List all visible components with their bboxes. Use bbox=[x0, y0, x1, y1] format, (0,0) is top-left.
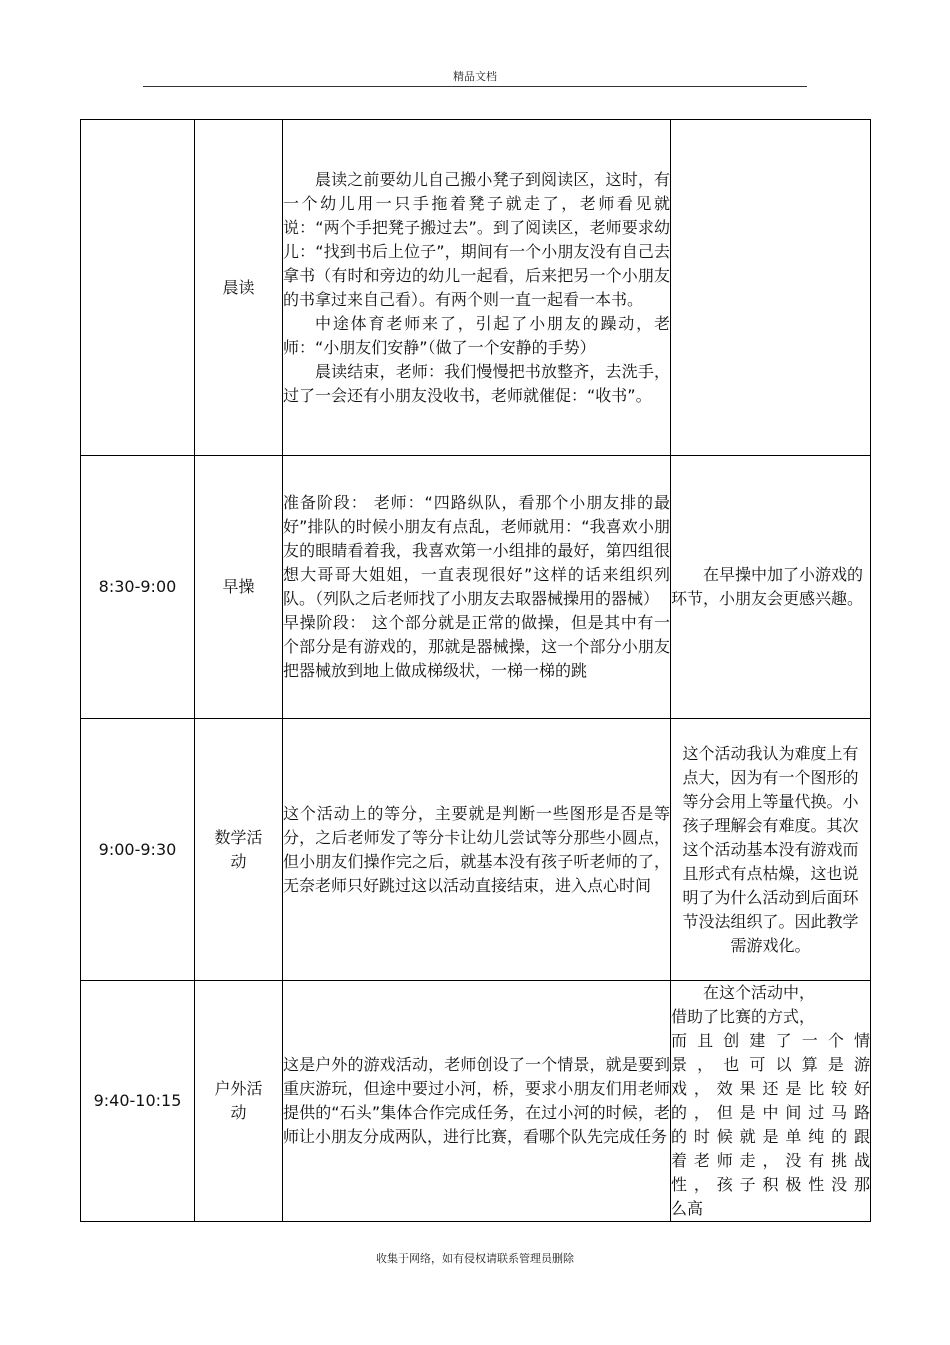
description-cell bbox=[283, 719, 671, 981]
note-line: 的时候就是单纯的跟 bbox=[671, 1127, 870, 1146]
table-row bbox=[81, 120, 871, 456]
time-cell: 8:30-9:00 bbox=[81, 456, 195, 719]
note-line: 着老师走，没有挑战 bbox=[671, 1151, 870, 1170]
activity-cell bbox=[195, 120, 283, 456]
note-cell bbox=[671, 719, 871, 981]
page-header: 精品文档 bbox=[453, 70, 497, 83]
note-line: 而且创建了一个情 bbox=[671, 1031, 870, 1050]
description-cell bbox=[283, 981, 671, 1222]
time-cell: 9:40-10:15 bbox=[81, 981, 195, 1222]
note-line: 戏，效果还是比较好 bbox=[671, 1079, 870, 1098]
description-paragraph: 这是户外的游戏活动，老师创设了一个情景，就是要到重庆游玩，但途中要过小河，桥，要求小朋友们用老师提供的“石头”集体合作完成任务，在过小河的时候，老师让小朋友分成两队，进行比赛，看哪个队先完成任务 bbox=[283, 1055, 670, 1146]
description-paragraph: 晨读之前要幼儿自己搬小凳子到阅读区，这时，有一个幼儿用一只手拖着凳子就走了，老师看见就说：“两个手把凳子搬过去”。到了阅读区，老师要求幼儿：“找到书后上位子”，期间有一个小朋友没有自己去拿书（有时和旁边的幼儿一起看，后来把另一个小朋友的书拿过来自己看）。有两个则一直一起看一本书。 bbox=[283, 169, 670, 309]
activity-label: 户外活动 bbox=[214, 1079, 263, 1122]
observation-table bbox=[80, 119, 871, 1222]
header-rule bbox=[143, 86, 807, 87]
note-line: 在这个活动中， bbox=[703, 983, 816, 1002]
note-line: 借助了比赛的方式， bbox=[671, 1007, 816, 1026]
table-row bbox=[81, 456, 871, 719]
activity-cell bbox=[195, 456, 283, 719]
page-footer: 收集于网络，如有侵权请联系管理员删除 bbox=[376, 1252, 574, 1265]
activity-label: 晨读 bbox=[222, 277, 255, 297]
description-paragraph: 这个活动上的等分，主要就是判断一些图形是否是等分，之后老师发了等分卡让幼儿尝试等分那些小圆点，但小朋友们操作完之后，就基本没有孩子听老师的了，无奈老师只好跳过这以活动直接结束，进入点心时间 bbox=[283, 803, 670, 895]
activity-label: 数学活动 bbox=[214, 827, 263, 871]
note-text: 在早操中加了小游戏的环节，小朋友会更感兴趣。 bbox=[671, 565, 864, 608]
note-line: 么高 bbox=[671, 1199, 704, 1218]
note-cell bbox=[671, 120, 871, 456]
table-row bbox=[81, 719, 871, 981]
activity-cell bbox=[195, 719, 283, 981]
description-paragraph: 中途体育老师来了，引起了小朋友的躁动，老师：“小朋友们安静”（做了一个安静的手势） bbox=[283, 313, 670, 357]
description-paragraph: 晨读结束，老师：我们慢慢把书放整齐，去洗手，过了一会还有小朋友没收书，老师就催促：“收书”。 bbox=[283, 361, 670, 405]
note-line: 的，但是中间过马路 bbox=[671, 1103, 870, 1122]
description-paragraph: 早操阶段： 这个部分就是正常的做操，但是其中有一个部分是有游戏的，那就是器械操，这一个部分小朋友把器械放到地上做成梯级状，一梯一梯的跳 bbox=[283, 613, 670, 680]
note-cell bbox=[671, 981, 871, 1222]
activity-label: 早操 bbox=[222, 577, 255, 596]
time-cell bbox=[81, 120, 195, 456]
note-text: 这个活动我认为难度上有点大，因为有一个图形的等分会用上等量代换。小孩子理解会有难度。其次这个活动基本没有游戏而且形式有点枯燥，这也说明了为什么活动到后面环节没法组织了。因此教学需游戏化。 bbox=[682, 743, 859, 955]
note-text bbox=[671, 981, 870, 1221]
note-line: 景，也可以算是游 bbox=[671, 1055, 870, 1074]
note-line: 性，孩子积极性没那 bbox=[671, 1175, 870, 1194]
activity-cell bbox=[195, 981, 283, 1222]
note-cell bbox=[671, 456, 871, 719]
description-paragraph: 准备阶段： 老师：“四路纵队，看那个小朋友排的最好”排队的时候小朋友有点乱，老师就用：“我喜欢小朋友的眼睛看着我，我喜欢第一小组排的最好，第四组很想大哥哥大姐姐，一直表现很好”这样的话来组织列队。（列队之后老师找了小朋友去取器械操用的器械） bbox=[283, 493, 670, 608]
table-row bbox=[81, 981, 871, 1222]
description-cell bbox=[283, 120, 671, 456]
time-cell: 9:00-9:30 bbox=[81, 719, 195, 981]
description-cell bbox=[283, 456, 671, 719]
